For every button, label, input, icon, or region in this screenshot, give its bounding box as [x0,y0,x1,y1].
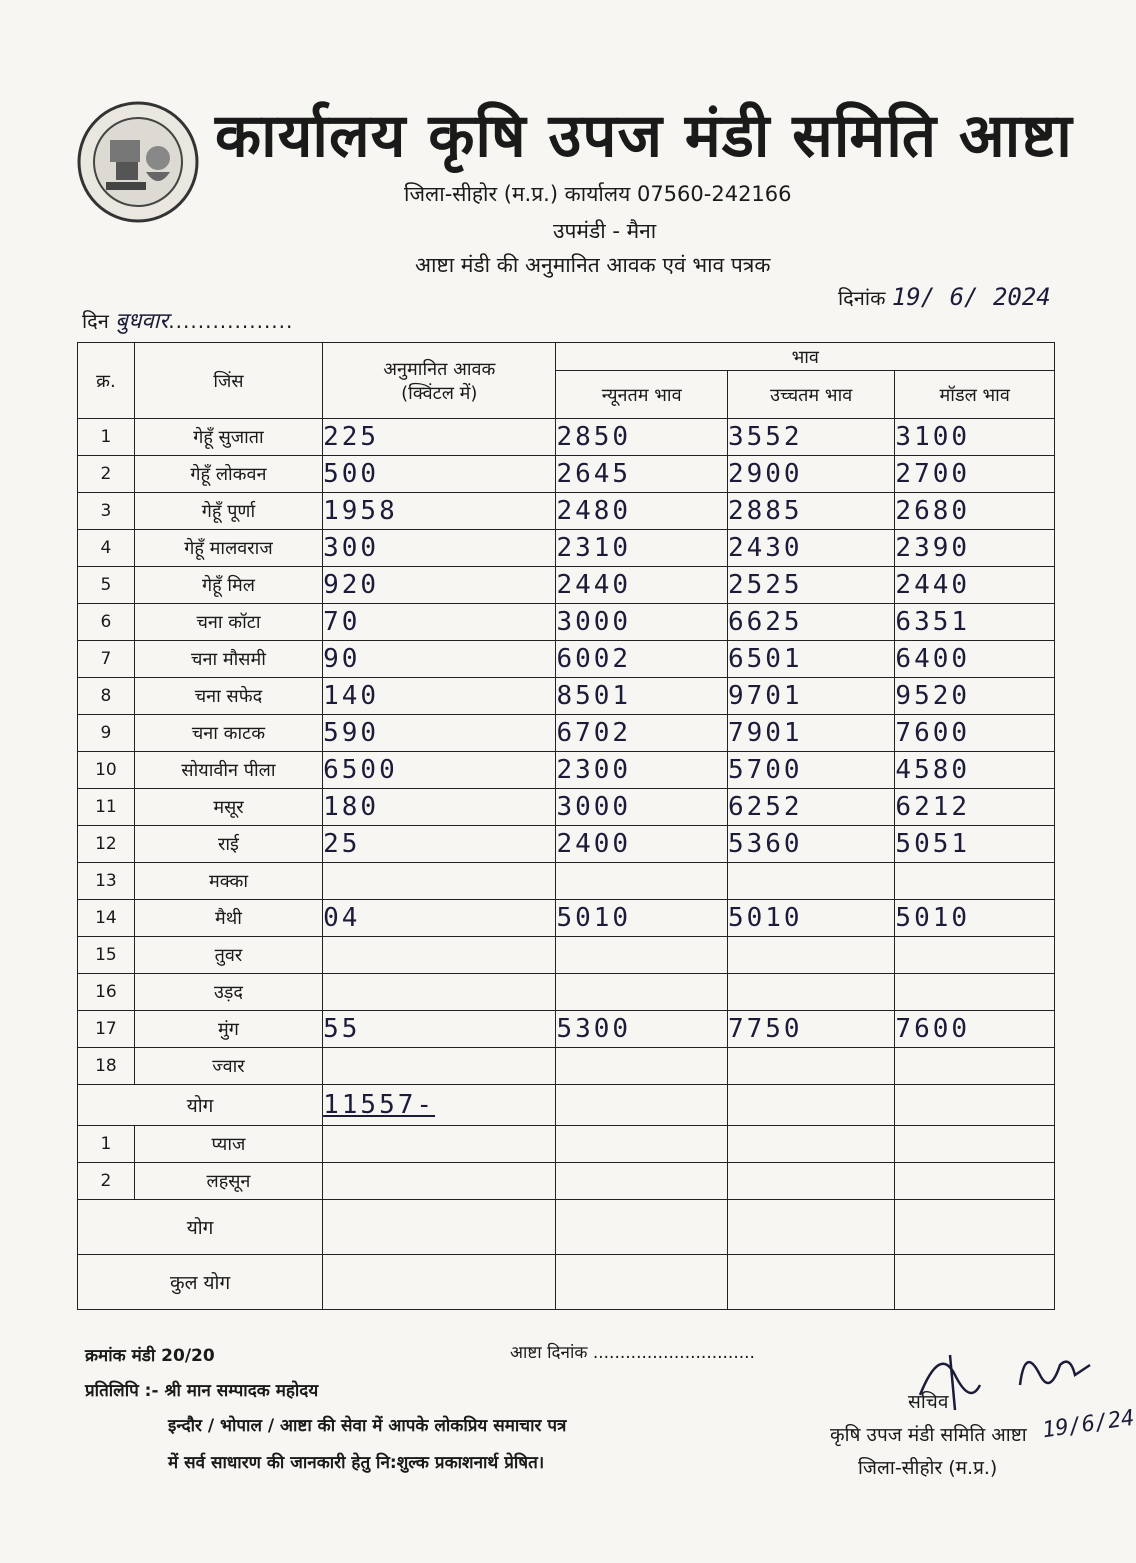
row-modal-price: 9520 [895,678,1055,715]
table-row [78,493,1055,530]
row-max-price: 5010 [727,900,894,937]
veg-total-row [78,1200,1055,1255]
veg-item: प्याज [134,1126,322,1163]
row-item: मैथी [134,900,322,937]
row-arrival: 590 [323,715,556,752]
row-max-price: 2885 [727,493,894,530]
row-modal-price: 5051 [895,826,1055,863]
row-modal-price: 7600 [895,715,1055,752]
col-header-price: भाव [556,343,1055,371]
row-modal-price: 6212 [895,789,1055,826]
row-sno: 13 [78,863,135,900]
row-max-price: 2525 [727,567,894,604]
row-modal-price: 2440 [895,567,1055,604]
day-value: बुधवार [115,309,169,334]
row-modal-price [895,1048,1055,1085]
row-modal-price: 4580 [895,752,1055,789]
row-arrival: 300 [323,530,556,567]
office-title: कार्यालय कृषि उपज मंडी समिति आष्टा [215,101,1073,171]
price-table [77,342,1055,1310]
table-row [78,456,1055,493]
total-arrival: 11557- [323,1085,556,1126]
col-header-arrival: अनुमानित आवक (क्विंटल में) [323,343,556,419]
row-modal-price: 6351 [895,604,1055,641]
row-item: गेहूँ सुजाता [134,419,322,456]
table-row [78,1048,1055,1085]
table-row [78,567,1055,604]
row-min-price: 6002 [556,641,727,678]
row-arrival: 500 [323,456,556,493]
col-header-min: न्यूनतम भाव [556,371,727,419]
row-modal-price: 5010 [895,900,1055,937]
row-min-price: 2850 [556,419,727,456]
row-item: चना काटक [134,715,322,752]
veg-sno: 2 [78,1163,135,1200]
row-arrival: 6500 [323,752,556,789]
row-arrival: 90 [323,641,556,678]
row-arrival: 04 [323,900,556,937]
row-item: मसूर [134,789,322,826]
row-min-price: 2480 [556,493,727,530]
row-modal-price: 2680 [895,493,1055,530]
table-row [78,604,1055,641]
row-sno: 7 [78,641,135,678]
table-row [78,863,1055,900]
row-max-price: 2430 [727,530,894,567]
row-max-price: 9701 [727,678,894,715]
date-value: 19/ 6/ 2024 [891,283,1051,311]
row-max-price: 2900 [727,456,894,493]
table-row [78,1126,1055,1163]
row-min-price: 2645 [556,456,727,493]
row-max-price: 5700 [727,752,894,789]
date-field [838,283,1051,311]
row-modal-price [895,863,1055,900]
row-item: गेहूँ पूर्णा [134,493,322,530]
table-row [78,419,1055,456]
row-modal-price: 7600 [895,1011,1055,1048]
commodity-rows [78,419,1055,1085]
row-modal-price: 6400 [895,641,1055,678]
table-row [78,900,1055,937]
row-max-price [727,937,894,974]
row-item: गेहूँ मालवराज [134,530,322,567]
row-arrival: 70 [323,604,556,641]
row-max-price [727,974,894,1011]
copy-to-line: प्रतिलिपि :- श्री मान सम्पादक महोदय [85,1381,319,1401]
table-row [78,937,1055,974]
row-sno: 3 [78,493,135,530]
row-max-price [727,1048,894,1085]
row-arrival [323,863,556,900]
row-item: चना सफेद [134,678,322,715]
row-sno: 11 [78,789,135,826]
veg-sno: 1 [78,1126,135,1163]
col-header-item: जिंस [134,343,322,419]
row-modal-price: 3100 [895,419,1055,456]
row-item: ज्वार [134,1048,322,1085]
row-min-price: 2310 [556,530,727,567]
row-min-price [556,974,727,1011]
row-arrival: 180 [323,789,556,826]
vegetable-rows [78,1126,1055,1200]
row-modal-price [895,937,1055,974]
row-arrival: 920 [323,567,556,604]
row-item: मक्का [134,863,322,900]
ashta-date: आष्टा दिनांक .............................. [510,1343,755,1363]
table-row [78,715,1055,752]
row-sno: 10 [78,752,135,789]
col-header-sno: क्र. [78,343,135,419]
table-row [78,530,1055,567]
row-item: उड़द [134,974,322,1011]
row-item: गेहूँ मिल [134,567,322,604]
table-row [78,678,1055,715]
row-arrival: 140 [323,678,556,715]
row-arrival [323,974,556,1011]
signatory-district: जिला-सीहोर (म.प्र.) [858,1457,998,1479]
row-sno: 15 [78,937,135,974]
row-sno: 12 [78,826,135,863]
row-max-price: 6252 [727,789,894,826]
copy-to-line-3: में सर्व साधारण की जानकारी हेतु नि:शुल्क प्रकाशनार्थ प्रेषित। [168,1453,545,1473]
row-max-price: 7750 [727,1011,894,1048]
row-sno: 2 [78,456,135,493]
row-arrival: 225 [323,419,556,456]
row-sno: 6 [78,604,135,641]
row-sno: 9 [78,715,135,752]
row-sno: 17 [78,1011,135,1048]
ref-number: क्रमांक मंडी 20/20 [85,1346,215,1366]
row-min-price: 8501 [556,678,727,715]
row-sno: 4 [78,530,135,567]
table-row [78,1163,1055,1200]
row-min-price [556,937,727,974]
copy-to-line-2: इन्दौर / भोपाल / आष्टा की सेवा में आपके लोकप्रिय समाचार पत्र [168,1416,567,1436]
row-arrival: 55 [323,1011,556,1048]
signatory-title: सचिव [908,1391,949,1413]
row-modal-price: 2700 [895,456,1055,493]
row-arrival: 1958 [323,493,556,530]
table-row [78,789,1055,826]
row-min-price: 2300 [556,752,727,789]
row-sno: 16 [78,974,135,1011]
row-item: मुंग [134,1011,322,1048]
col-header-modal: मॉडल भाव [895,371,1055,419]
handwritten-signature [910,1335,1100,1415]
row-item: तुवर [134,937,322,974]
row-max-price: 3552 [727,419,894,456]
row-min-price: 5010 [556,900,727,937]
day-label: दिन [82,309,109,333]
row-sno: 8 [78,678,135,715]
row-min-price: 6702 [556,715,727,752]
row-modal-price: 2390 [895,530,1055,567]
row-arrival [323,937,556,974]
row-sno: 5 [78,567,135,604]
district-phone-line: जिला-सीहोर (म.प्र.) कार्यालय 07560-242166 [404,182,792,206]
row-min-price: 3000 [556,789,727,826]
row-item: सोयावीन पीला [134,752,322,789]
sub-mandi-line: उपमंडी - मैना [553,219,657,243]
grand-total-row [78,1255,1055,1310]
total-label: योग [78,1085,323,1126]
row-item: राई [134,826,322,863]
row-min-price: 2400 [556,826,727,863]
row-item: चना कॉटा [134,604,322,641]
row-max-price [727,863,894,900]
row-max-price: 6625 [727,604,894,641]
row-arrival: 25 [323,826,556,863]
table-row [78,826,1055,863]
sheet-subtitle: आष्टा मंडी की अनुमानित आवक एवं भाव पत्रक [415,253,771,277]
veg-total-label: योग [78,1200,323,1255]
table-row [78,752,1055,789]
row-sno: 14 [78,900,135,937]
row-min-price: 3000 [556,604,727,641]
signatory-org: कृषि उपज मंडी समिति आष्टा [830,1424,1027,1446]
date-label: दिनांक [838,286,886,310]
row-max-price: 7901 [727,715,894,752]
row-min-price [556,863,727,900]
signature-date: 19/6/24 [1040,1405,1136,1444]
table-row [78,641,1055,678]
table-row [78,1011,1055,1048]
mandi-seal-logo [76,100,200,224]
day-field: दिन बुधवार................. [82,309,294,334]
total-row [78,1085,1055,1126]
grand-total-label: कुल योग [78,1255,323,1310]
row-max-price: 6501 [727,641,894,678]
row-min-price [556,1048,727,1085]
row-min-price: 2440 [556,567,727,604]
row-max-price: 5360 [727,826,894,863]
row-item: चना मौसमी [134,641,322,678]
row-item: गेहूँ लोकवन [134,456,322,493]
row-modal-price [895,974,1055,1011]
row-sno: 18 [78,1048,135,1085]
col-header-max: उच्चतम भाव [727,371,894,419]
veg-item: लहसून [134,1163,322,1200]
row-arrival [323,1048,556,1085]
row-sno: 1 [78,419,135,456]
table-row [78,974,1055,1011]
row-min-price: 5300 [556,1011,727,1048]
